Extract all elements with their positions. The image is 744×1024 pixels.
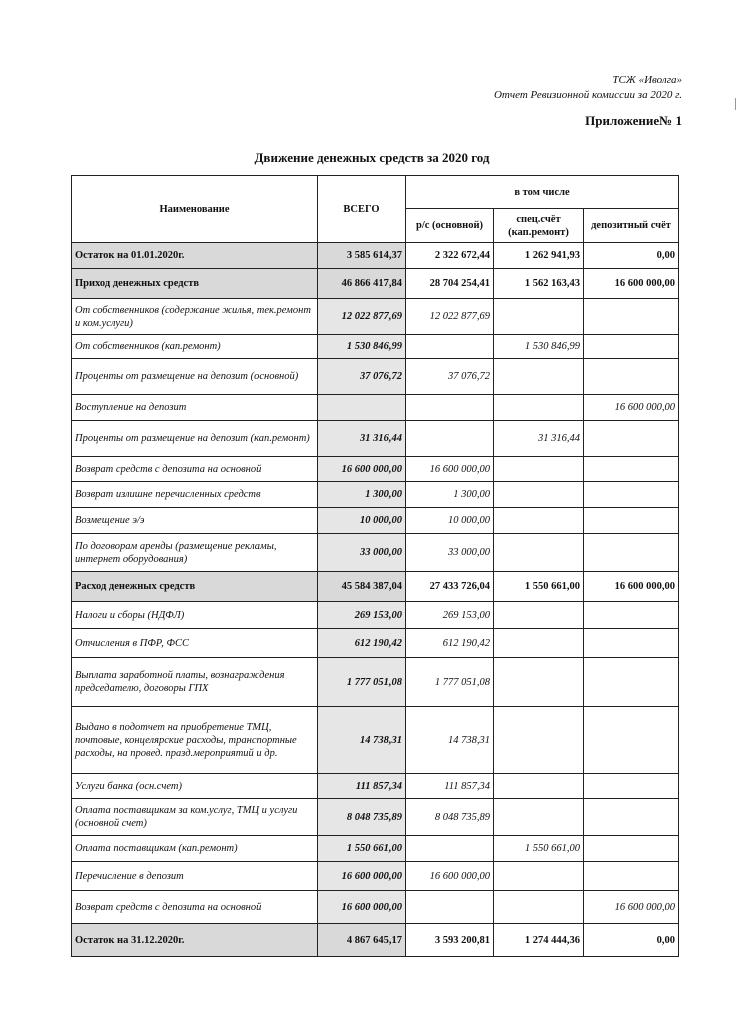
row-total: 16 600 000,00 (318, 891, 406, 924)
row-special: 1 562 163,43 (494, 269, 584, 299)
row-deposit (584, 299, 679, 335)
table-row (72, 243, 679, 269)
header-deposit-account: депозитный счёт (584, 209, 679, 243)
row-main: 1 777 051,08 (406, 658, 494, 707)
page-title: Движение денежных средств за 2020 год (254, 150, 490, 165)
row-total: 10 000,00 (318, 508, 406, 534)
row-special (494, 457, 584, 482)
table-row (72, 534, 679, 572)
row-total: 111 857,34 (318, 774, 406, 799)
row-deposit (584, 707, 679, 774)
row-total: 1 300,00 (318, 482, 406, 508)
row-deposit: 16 600 000,00 (584, 572, 679, 602)
report-title: Отчет Ревизионной комиссии за 2020 г. (493, 89, 682, 101)
table-row (72, 862, 679, 891)
row-deposit: 16 600 000,00 (584, 269, 679, 299)
row-name: Проценты от размещение на депозит (кап.ремонт) (72, 421, 318, 457)
row-deposit (584, 534, 679, 572)
table-row (72, 269, 679, 299)
row-special (494, 774, 584, 799)
row-total: 269 153,00 (318, 602, 406, 629)
row-name: Оплата поставщикам (кап.ремонт) (72, 836, 318, 862)
row-total: 8 048 735,89 (318, 799, 406, 836)
row-main (406, 335, 494, 359)
row-main: 16 600 000,00 (406, 457, 494, 482)
row-deposit: 16 600 000,00 (584, 891, 679, 924)
row-name: Услуги банка (осн.счет) (72, 774, 318, 799)
row-total: 37 076,72 (318, 359, 406, 395)
row-deposit: 16 600 000,00 (584, 395, 679, 421)
row-total: 612 190,42 (318, 629, 406, 658)
row-total: 4 867 645,17 (318, 924, 406, 957)
table-row (72, 658, 679, 707)
row-special (494, 534, 584, 572)
table-row (72, 395, 679, 421)
row-deposit (584, 862, 679, 891)
row-total: 31 316,44 (318, 421, 406, 457)
table-row (72, 891, 679, 924)
row-main: 33 000,00 (406, 534, 494, 572)
row-main (406, 891, 494, 924)
row-name: Возврат средств с депозита на основной (72, 457, 318, 482)
table-row (72, 629, 679, 658)
row-deposit: 0,00 (584, 243, 679, 269)
row-special: 1 262 941,93 (494, 243, 584, 269)
header-including: в том числе (406, 176, 679, 209)
row-total: 14 738,31 (318, 707, 406, 774)
row-special: 1 550 661,00 (494, 836, 584, 862)
row-main: 16 600 000,00 (406, 862, 494, 891)
row-name: Возврат излишне перечисленных средств (72, 482, 318, 508)
table-row (72, 508, 679, 534)
row-deposit (584, 335, 679, 359)
row-special: 1 274 444,36 (494, 924, 584, 957)
row-special (494, 891, 584, 924)
cash-flow-table (71, 175, 679, 957)
row-main: 111 857,34 (406, 774, 494, 799)
row-total: 1 550 661,00 (318, 836, 406, 862)
row-special: 1 530 846,99 (494, 335, 584, 359)
table-row (72, 707, 679, 774)
row-deposit (584, 457, 679, 482)
row-special (494, 299, 584, 335)
organization-name: ТСЖ «Иволга» (612, 74, 682, 86)
row-total: 45 584 387,04 (318, 572, 406, 602)
row-deposit (584, 508, 679, 534)
row-total: 12 022 877,69 (318, 299, 406, 335)
row-main: 2 322 672,44 (406, 243, 494, 269)
row-special (494, 482, 584, 508)
row-special (494, 508, 584, 534)
row-main: 37 076,72 (406, 359, 494, 395)
row-name: От собственников (содержание жилья, тек.ремонт и ком.услуги) (72, 299, 318, 335)
row-name: Отчисления в ПФР, ФСС (72, 629, 318, 658)
header-name: Наименование (72, 176, 318, 243)
row-special (494, 658, 584, 707)
table-row (72, 924, 679, 957)
row-main: 612 190,42 (406, 629, 494, 658)
scan-mark (735, 98, 736, 110)
row-main: 28 704 254,41 (406, 269, 494, 299)
table-row (72, 299, 679, 335)
row-main (406, 421, 494, 457)
row-main (406, 836, 494, 862)
row-name: Остаток на 31.12.2020г. (72, 924, 318, 957)
row-total: 3 585 614,37 (318, 243, 406, 269)
row-total: 16 600 000,00 (318, 862, 406, 891)
row-main: 1 300,00 (406, 482, 494, 508)
row-main: 27 433 726,04 (406, 572, 494, 602)
row-deposit (584, 799, 679, 836)
row-special (494, 395, 584, 421)
row-name: Выдано в подотчет на приобретение ТМЦ, почтовые, концелярские расходы, транспортные расходы, на провед. празд.мероприятий и др. (72, 707, 318, 774)
row-main: 12 022 877,69 (406, 299, 494, 335)
row-total (318, 395, 406, 421)
row-name: Выплата заработной платы, вознаграждения председателю, договоры ГПХ (72, 658, 318, 707)
row-total: 1 530 846,99 (318, 335, 406, 359)
table-row (72, 421, 679, 457)
row-deposit (584, 774, 679, 799)
header-total: ВСЕГО (318, 176, 406, 243)
row-special (494, 359, 584, 395)
row-name: По договорам аренды (размещение рекламы, интернет оборудования) (72, 534, 318, 572)
row-deposit (584, 658, 679, 707)
row-name: Расход денежных средств (72, 572, 318, 602)
row-name: От собственников (кап.ремонт) (72, 335, 318, 359)
annex-number: Приложение№ 1 (585, 113, 682, 128)
row-total: 1 777 051,08 (318, 658, 406, 707)
row-deposit: 0,00 (584, 924, 679, 957)
row-deposit (584, 836, 679, 862)
table-row (72, 572, 679, 602)
table-row (72, 799, 679, 836)
table-row (72, 482, 679, 508)
row-name: Налоги и сборы (НДФЛ) (72, 602, 318, 629)
row-name: Приход денежных средств (72, 269, 318, 299)
row-main: 3 593 200,81 (406, 924, 494, 957)
row-special (494, 799, 584, 836)
row-main: 10 000,00 (406, 508, 494, 534)
row-special (494, 629, 584, 658)
table-row (72, 602, 679, 629)
row-name: Перечисление в депозит (72, 862, 318, 891)
header-special-account: спец.счёт (кап.ремонт) (494, 209, 584, 243)
table-row (72, 359, 679, 395)
row-special: 31 316,44 (494, 421, 584, 457)
table-row (72, 774, 679, 799)
table-row (72, 457, 679, 482)
row-total: 33 000,00 (318, 534, 406, 572)
row-main: 8 048 735,89 (406, 799, 494, 836)
row-special (494, 862, 584, 891)
row-special (494, 707, 584, 774)
row-special (494, 602, 584, 629)
table-row (72, 335, 679, 359)
row-total: 16 600 000,00 (318, 457, 406, 482)
table-row (72, 836, 679, 862)
row-deposit (584, 421, 679, 457)
row-name: Остаток на 01.01.2020г. (72, 243, 318, 269)
row-name: Возмещение э/э (72, 508, 318, 534)
row-main: 14 738,31 (406, 707, 494, 774)
row-deposit (584, 602, 679, 629)
row-main: 269 153,00 (406, 602, 494, 629)
row-deposit (584, 629, 679, 658)
row-main (406, 395, 494, 421)
row-deposit (584, 482, 679, 508)
row-name: Воступление на депозит (72, 395, 318, 421)
row-name: Возврат средств с депозита на основной (72, 891, 318, 924)
row-name: Оплата поставщикам за ком.услуг, ТМЦ и услуги (основной счет) (72, 799, 318, 836)
row-name: Проценты от размещение на депозит (основной) (72, 359, 318, 395)
row-deposit (584, 359, 679, 395)
header-main-account: р/с (основной) (406, 209, 494, 243)
row-special: 1 550 661,00 (494, 572, 584, 602)
row-total: 46 866 417,84 (318, 269, 406, 299)
